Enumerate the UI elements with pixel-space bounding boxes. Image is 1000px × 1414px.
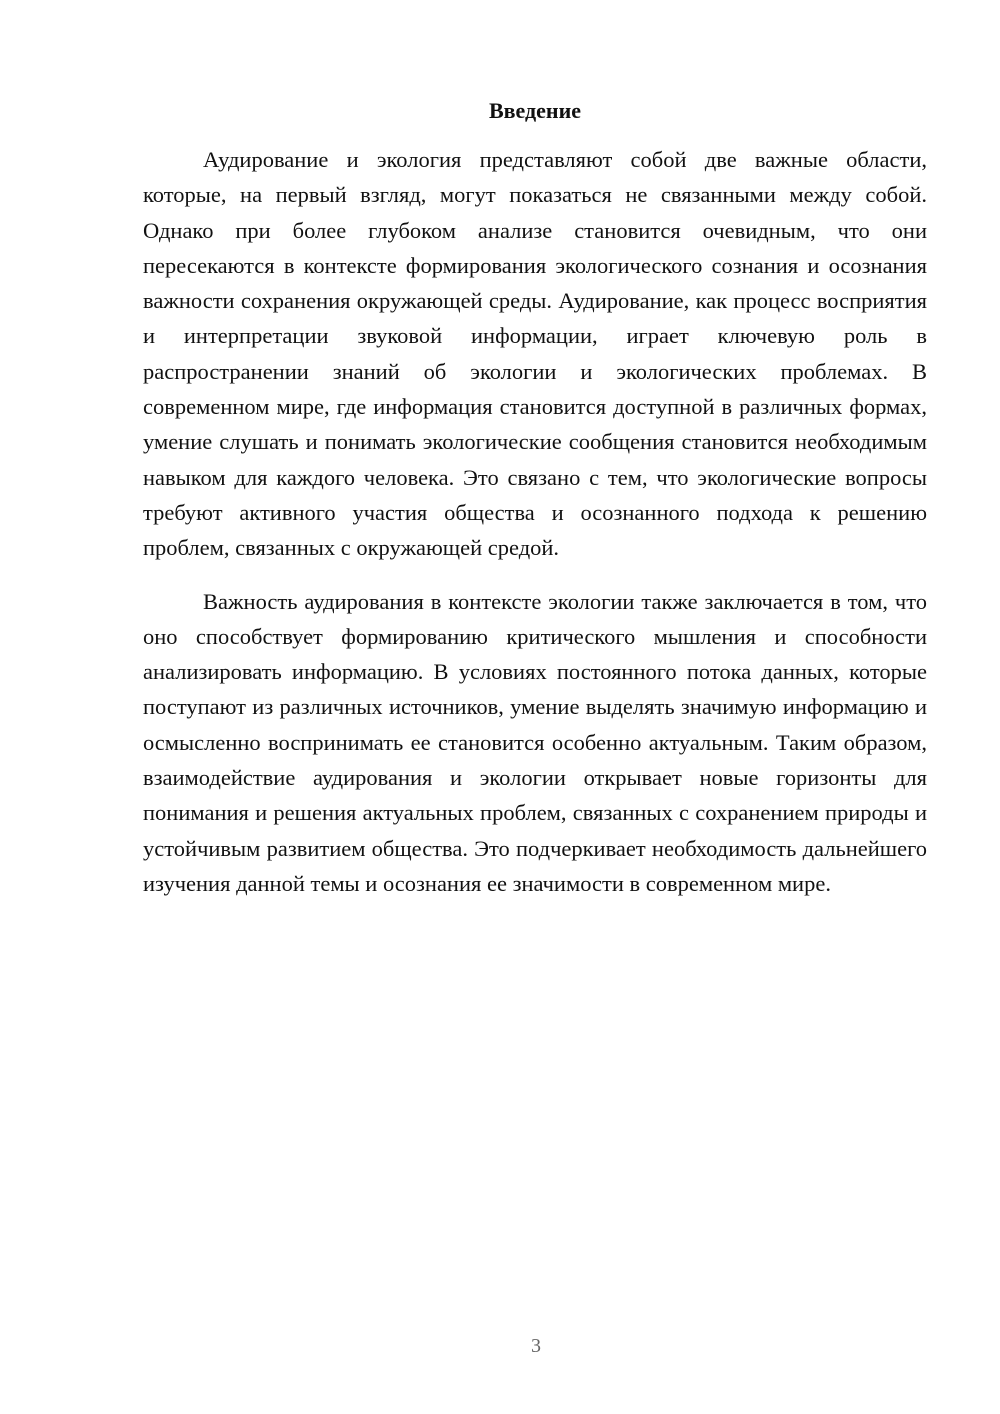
section-title: Введение	[488, 98, 582, 123]
paragraph-1: Аудирование и экология представляют собой две важные области, которые, на первый взгляд, могут показаться не связанными между собой. Однако при более глубоком анализе становится очевидным, что они пересекаются в контексте формирования экологического сознания и осознания важности сохранения окружающей среды. Аудирование, как процесс восприятия и интерпретации звуковой информации, играет ключевую роль в распространении знаний об экологии и экологических проблемах. В современном мире, где информация становится доступной в различных формах, умение слушать и понимать экологические сообщения становится необходимым навыком для каждого человека. Это связано с тем, что экологические вопросы требуют активного участия общества и осознанного подхода к решению проблем, связанных с окружающей средой.	[143, 147, 927, 561]
body-text	[143, 142, 927, 901]
paragraph-2: Важность аудирования в контексте экологии также заключается в том, что оно способствует формированию критического мышления и способности анализировать информацию. В условиях постоянного потока данных, которые поступают из различных источников, умение выделять значимую информацию и осмысленно воспринимать ее становится особенно актуальным. Таким образом, взаимодействие аудирования и экологии открывает новые горизонты для понимания и решения актуальных проблем, связанных с сохранением природы и устойчивым развитием общества. Это подчеркивает необходимость дальнейшего изучения данной темы и осознания ее значимости в современном мире.	[143, 588, 927, 896]
page-number: 3	[531, 1335, 541, 1357]
